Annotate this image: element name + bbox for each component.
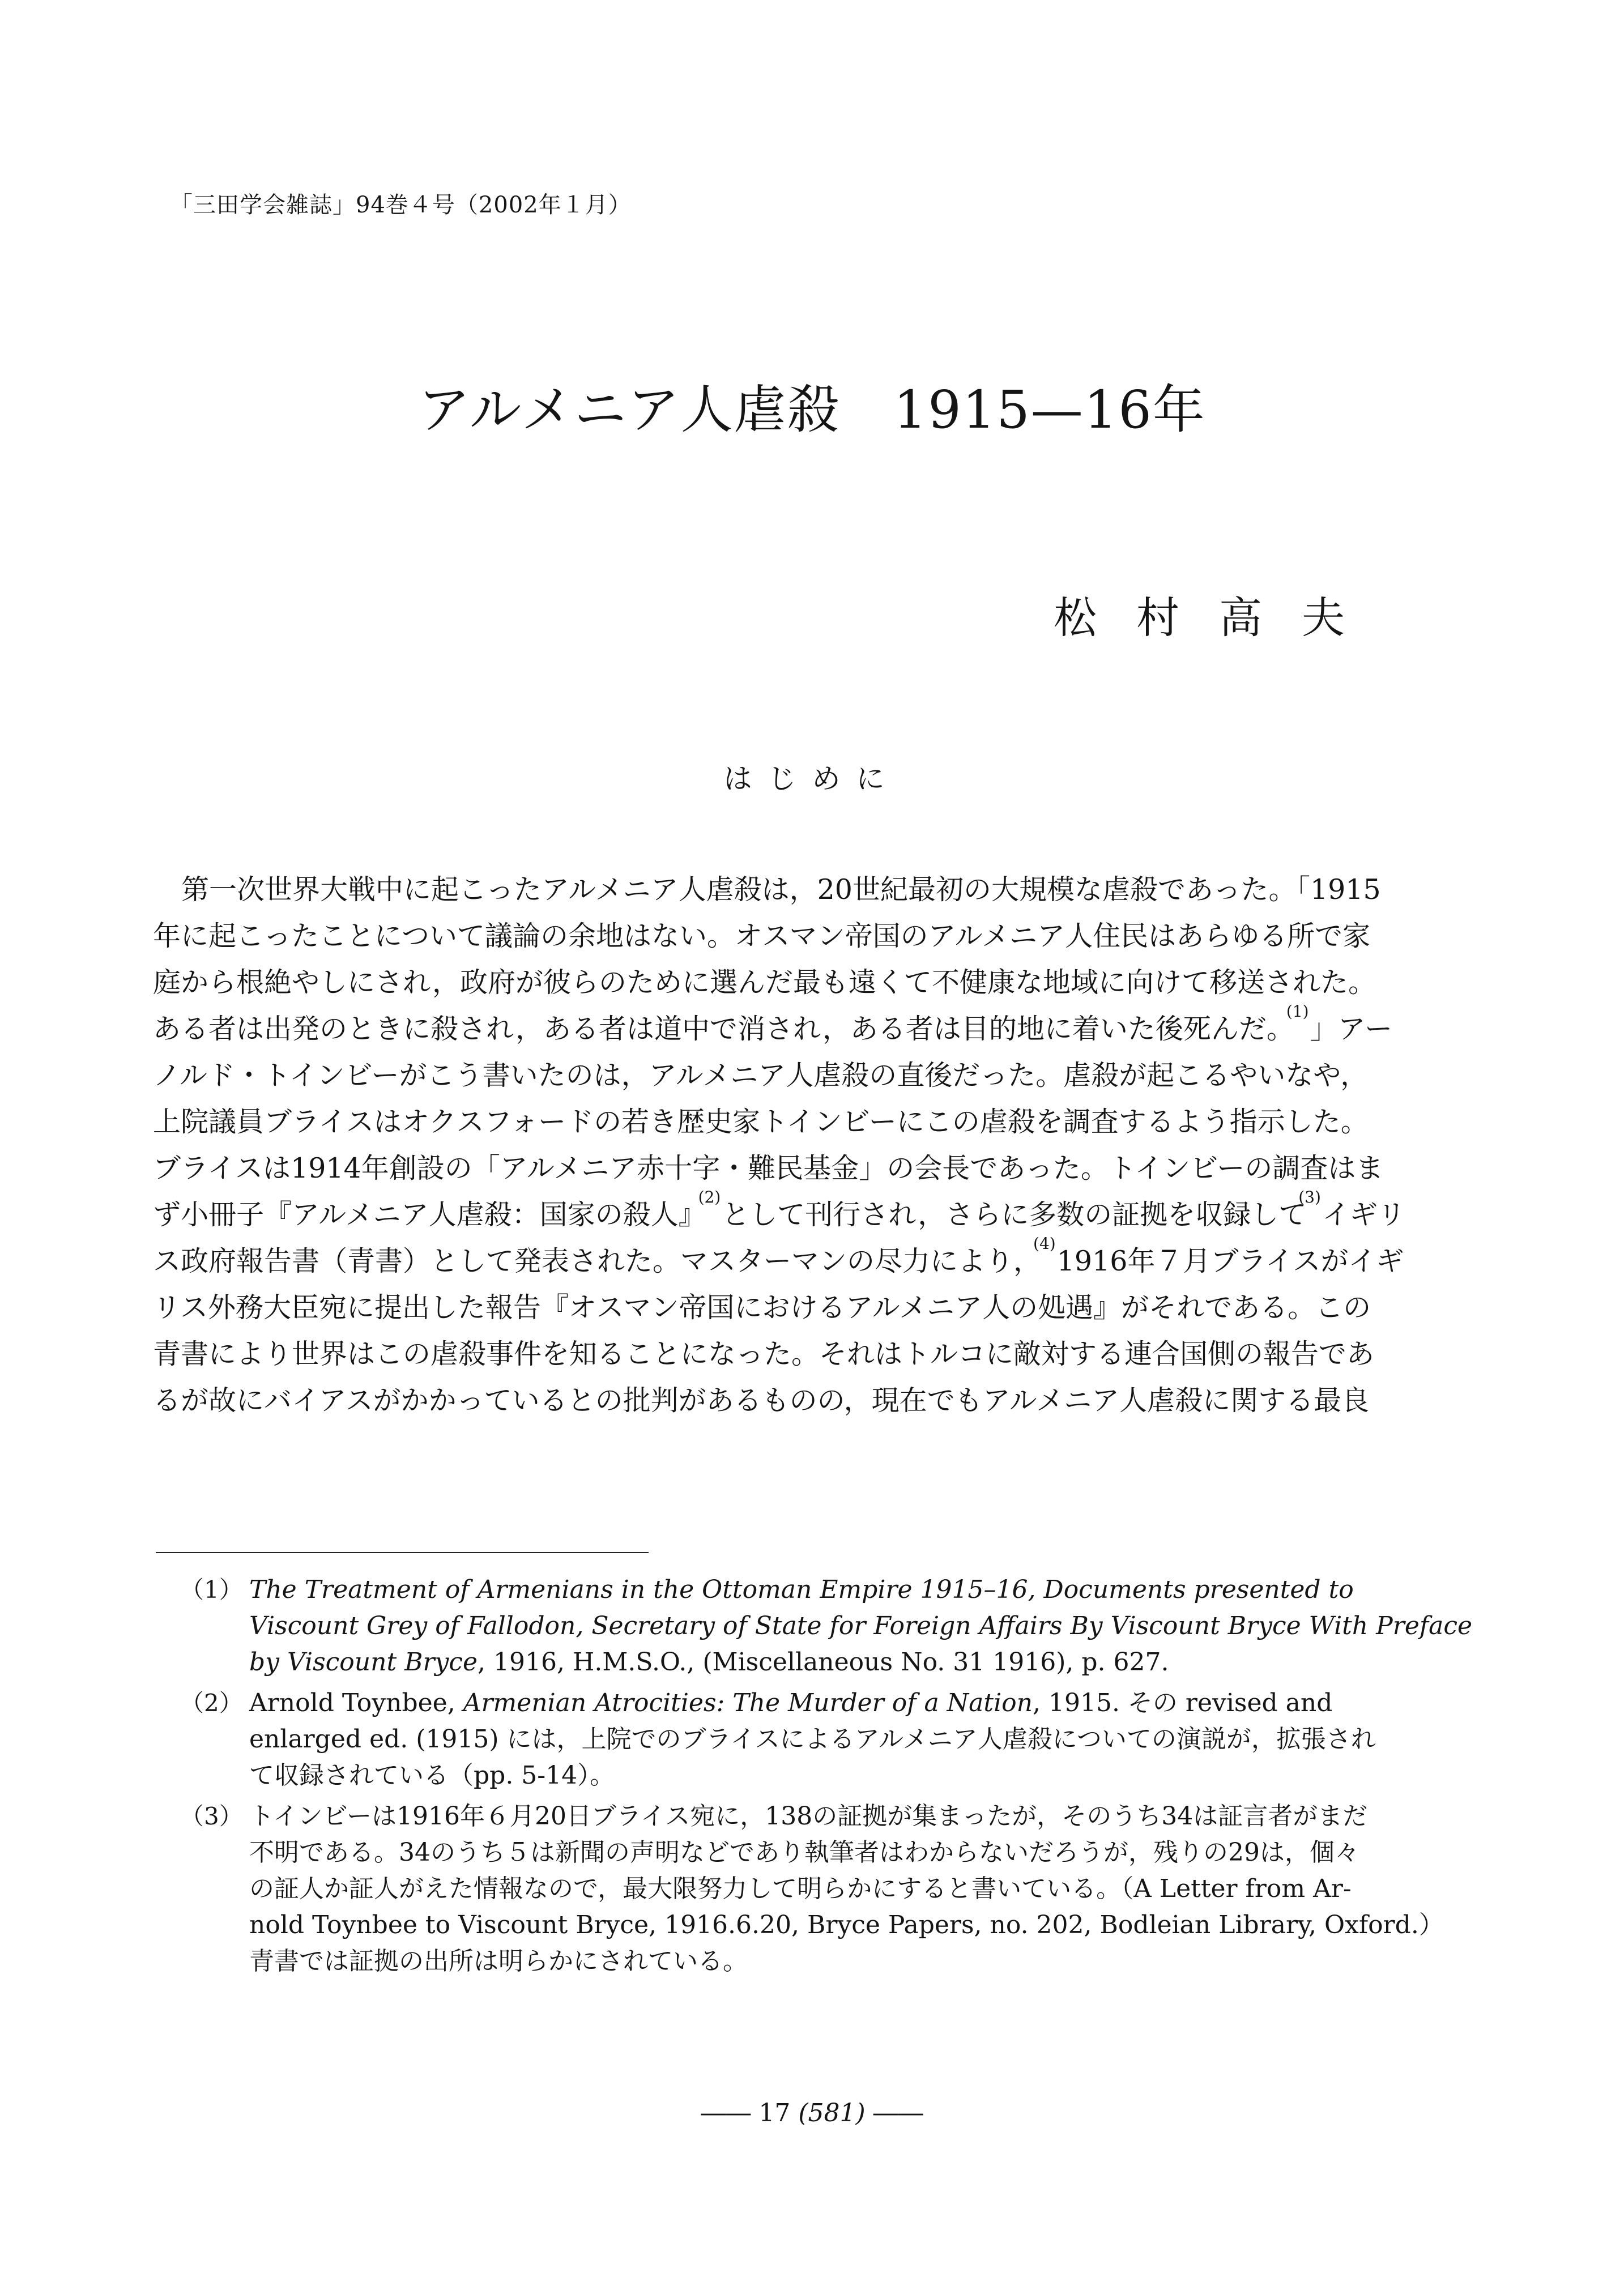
- article-title: アルメニア人虐殺 1915—16年: [418, 380, 1206, 440]
- footnote-ref-1[interactable]: (1): [1286, 1002, 1309, 1021]
- footnote-line: enlarged ed. (1915) には，上院でのブライスによるアルメニア人虐殺についての演説が，拡張され: [249, 1725, 1376, 1754]
- footnote-ref-2[interactable]: (2): [698, 1188, 721, 1206]
- footnotes: [180, 1572, 1473, 1984]
- footnote-divider: [156, 1552, 649, 1553]
- footnote-ref-3[interactable]: (3): [1298, 1188, 1321, 1206]
- footnote-line: nold Toynbee to Viscount Bryce, 1916.6.20, Bryce Papers, no. 202, Bodleian Library, Oxford.）: [249, 1911, 1444, 1939]
- body-text-segment: ス政府報告書（青書）として発表された。マスターマンの尽力により，: [153, 1245, 1042, 1277]
- page-number-value: 17: [758, 2099, 791, 2127]
- footnote-number: （2）: [180, 1689, 243, 1717]
- footnote-line: [249, 1685, 1438, 1721]
- body-line: ブライスは1914年創設の「アルメニア赤十字・難民基金」の会長であった。トインビーの調査はま: [153, 1152, 1384, 1184]
- footnote-2: [180, 1685, 1438, 1794]
- body-line: リス外務大臣宛に提出した報告『オスマン帝国におけるアルメニア人の処遇』がそれである。この: [153, 1291, 1371, 1324]
- footnote-line: の証人か証人がえた情報なので，最大限努力して明らかにすると書いている。（A Letter from Ar-: [249, 1874, 1352, 1903]
- section-heading: はじめに: [723, 762, 901, 795]
- original-page-number: (581): [798, 2099, 866, 2127]
- author-name: 松村高夫: [1054, 592, 1384, 643]
- footnote-line: Viscount Grey of Fallodon, Secretary of State for Foreign Affairs By Viscount Bryce With Preface: [249, 1611, 1473, 1640]
- footnote-italic-segment: Armenian Atrocities: The Murder of a Nation: [463, 1688, 1033, 1717]
- footnote-number: （1）: [180, 1576, 243, 1604]
- page-dash-left: ――: [701, 2099, 751, 2127]
- journal-citation: 「三田学会雑誌」94巻４号（2002年１月）: [170, 192, 632, 218]
- body-text: [153, 867, 1433, 1424]
- footnote-3: [180, 1798, 1444, 1980]
- body-text-segment: として刊行され，さらに多数の証拠を収録して: [722, 1199, 1307, 1231]
- body-line: るが故にバイアスがかかっているとの批判があるものの，現在でもアルメニア人虐殺に関する最良: [153, 1384, 1370, 1417]
- body-text-segment: ある者は出発のときに殺され，ある者は道中で消され，ある者は目的地に着いた後死んだ。: [153, 1013, 1294, 1045]
- body-line: ノルド・トインビーがこう書いたのは，アルメニア人虐殺の直後だった。虐殺が起こるやいなや，: [153, 1059, 1369, 1091]
- page-dash-right: ――: [873, 2099, 923, 2127]
- body-text-segment: 」アー: [1310, 1013, 1393, 1045]
- footnote-line: トインビーは1916年６月20日ブライス宛に，138の証拠が集まったが，そのうち34は証言者がまだ: [249, 1802, 1368, 1831]
- body-text-segment: ず小冊子『アルメニア人虐殺：国家の殺人』: [153, 1199, 706, 1231]
- body-text-segment: イギリ: [1322, 1199, 1405, 1231]
- footnote-line: The Treatment of Armenians in the Ottoman Empire 1915–16, Documents presented to: [249, 1575, 1354, 1604]
- footnote-line: て収録されている（pp. 5-14）。: [249, 1761, 615, 1790]
- footnote-text-segment: Arnold Toynbee,: [249, 1688, 463, 1717]
- footnote-text-segment: , 1916, H.M.S.O., (Miscellaneous No. 31 1916), p. 627.: [478, 1648, 1169, 1677]
- footnote-ref-4[interactable]: (4): [1033, 1234, 1056, 1253]
- body-line: 第一次世界大戦中に起こったアルメニア人虐殺は，20世紀最初の大規模な虐殺であった。「1915: [181, 873, 1381, 906]
- body-line: 青書により世界はこの虐殺事件を知ることになった。それはトルコに敵対する連合国側の報告であ: [153, 1338, 1375, 1370]
- footnote-italic-segment: by Viscount Bryce: [249, 1648, 478, 1677]
- footnote-line: 不明である。34のうち５は新聞の声明などであり執筆者はわからないだろうが，残りの29は，個々: [249, 1838, 1359, 1867]
- footnote-line: [249, 1644, 1438, 1681]
- body-line: 庭から根絶やしにされ，政府が彼らのために選んだ最も遠くて不健康な地域に向けて移送された。: [153, 966, 1376, 999]
- page-number: [0, 2099, 1624, 2127]
- body-line: [153, 1002, 1433, 1052]
- footnote-text-segment: , 1915. その revised and: [1033, 1688, 1333, 1717]
- body-line: [153, 1234, 1433, 1285]
- body-line: 上院議員ブライスはオクスフォードの若き歴史家トインビーにこの虐殺を調査するよう指示した。: [153, 1106, 1369, 1138]
- footnote-line: 青書では証拠の出所は明らかにされている。: [249, 1947, 748, 1976]
- body-text-segment: 1916年７月ブライスがイギ: [1056, 1245, 1404, 1277]
- body-line: 年に起こったことについて議論の余地はない。オスマン帝国のアルメニア人住民はあらゆる所で家: [153, 920, 1371, 952]
- body-line: [153, 1188, 1433, 1238]
- footnote-1: [180, 1572, 1473, 1681]
- footnote-number: （3）: [180, 1802, 243, 1830]
